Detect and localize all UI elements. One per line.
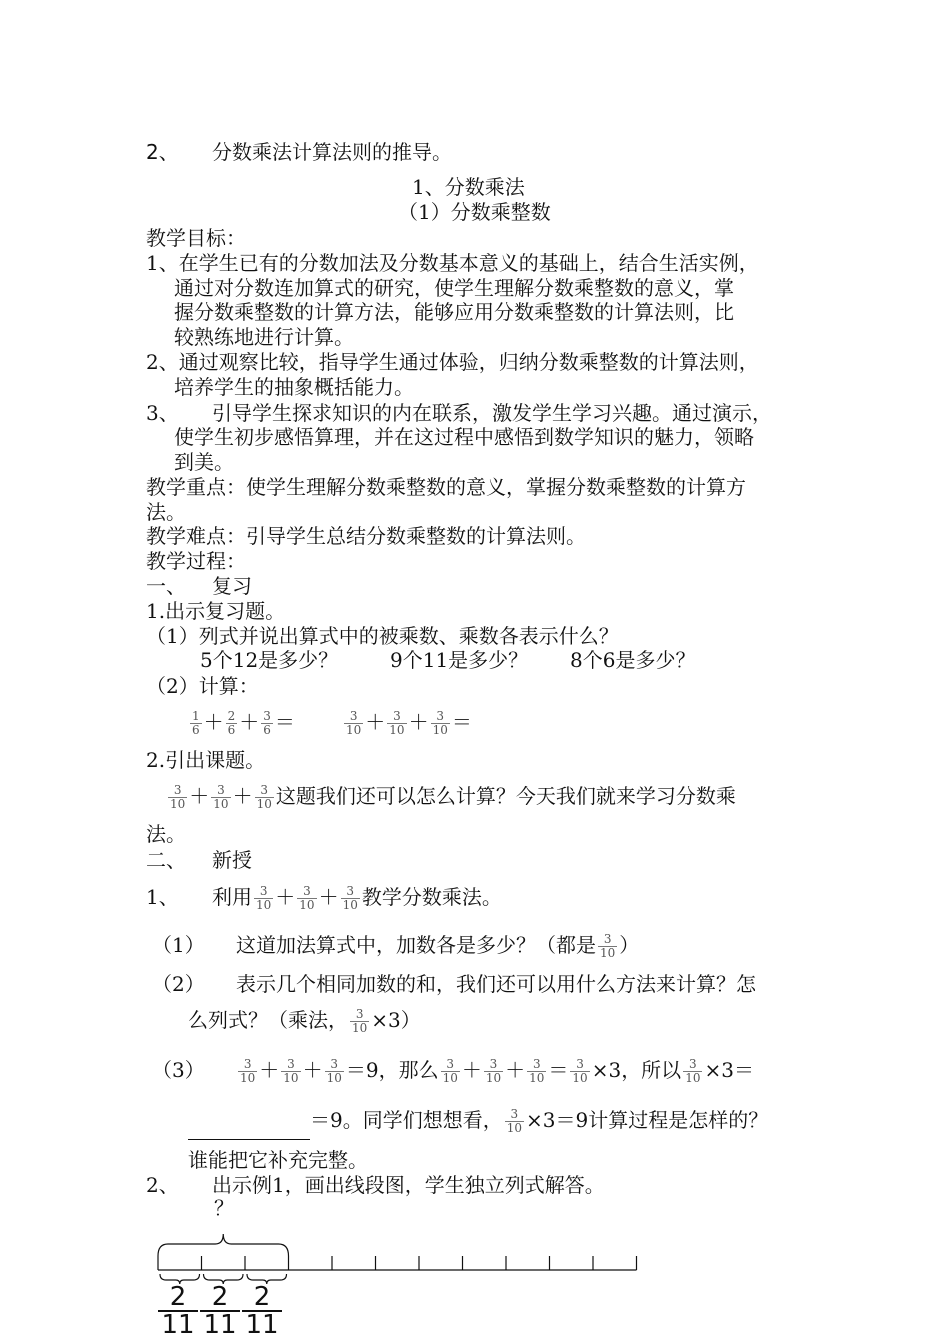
review-q1-item-c: 8个6是多少？: [570, 648, 696, 672]
goals-label: 教学目标：: [146, 226, 246, 250]
fill-in-blank[interactable]: [188, 1119, 310, 1140]
goal-1-line-4: 较熟练地进行计算。: [174, 325, 354, 349]
part-3-number: （3）: [152, 1058, 205, 1082]
goal-3-line-2: 使学生初步感悟算理，并在这过程中感悟到数学知识的魅力，领略: [174, 425, 754, 449]
intro-line: $\frac{3}{10}$ ＋ $\frac{3}{10}$ ＋ $\frac{3}{10}$ 这题我们还可以怎么计算？今天我们就来学习分数乘: [170, 783, 736, 811]
diagram-question-mark: ？: [214, 1196, 234, 1220]
segment-fraction-3: 2 11: [242, 1284, 282, 1338]
fraction: $\frac{3}{10}$: [256, 884, 272, 912]
fraction: $\frac{3}{10}$: [529, 1057, 545, 1085]
fraction: $\frac{3}{10}$: [600, 932, 616, 960]
fraction: $\frac{3}{10}$: [213, 783, 229, 811]
part-3-line-2: ＝9。同学们想想看， $\frac{3}{10}$ ×3＝9计算过程是怎样的？: [188, 1100, 768, 1140]
step-2: 出示例1，画出线段图，学生独立列式解答。: [212, 1173, 605, 1197]
unit-title: 1、分数乘法: [412, 175, 525, 199]
difficulty: 教学难点：引导学生总结分数乘整数的计算法则。: [146, 524, 586, 548]
new-number: 二、: [146, 848, 186, 872]
fraction: $\frac{3}{10}$: [346, 709, 362, 737]
intro-tail: 法。: [146, 822, 186, 846]
top-brace: [158, 1234, 289, 1256]
part-1: 这道加法算式中，加数各是多少？（都是 $\frac{3}{10}$ ）: [236, 932, 640, 960]
fraction: $\frac{3}{10}$: [170, 783, 186, 811]
fraction: $\frac{3}{10}$: [326, 1057, 342, 1085]
part-2-number: （2）: [152, 972, 205, 996]
key-point-line-1: 教学重点：使学生理解分数乘整数的意义，掌握分数乘整数的计算方: [146, 475, 746, 499]
fraction: $\frac{3}{10}$: [506, 1107, 523, 1135]
fraction: $\frac{3}{10}$: [256, 783, 272, 811]
fraction: $\frac{3}{10}$: [685, 1057, 701, 1085]
fraction: $\frac{3}{10}$: [389, 709, 405, 737]
fraction: $\frac{3}{10}$: [299, 884, 315, 912]
part-2-line-1: 表示几个相同加数的和，我们还可以用什么方法来计算？怎: [236, 972, 756, 996]
fraction: $\frac{3}{10}$: [432, 709, 448, 737]
review-question-1: （1）列式并说出算式中的被乘数、乘数各表示什么？: [146, 624, 619, 648]
goal-3-number: 3、: [146, 401, 179, 425]
fraction: $\frac{3}{6}$: [263, 709, 271, 737]
review-q1-item-b: 9个11是多少？: [390, 648, 529, 672]
fraction: $\frac{2}{6}$: [227, 709, 236, 737]
step-1-number: 1、: [146, 885, 179, 909]
part-1-number: （1）: [152, 933, 205, 957]
review-item-2: 2.引出课题。: [146, 748, 266, 772]
review-title: 复习: [212, 574, 252, 598]
fraction: $\frac{3}{10}$: [240, 1057, 256, 1085]
part-3-line-1: $\frac{3}{10}$ ＋ $\frac{3}{10}$ ＋ $\frac{3}{10}$ ＝9，那么 $\frac{3}{10}$ ＋ $\frac{3}{10}$ ＋ $\frac{3}{10}$ ＝ $\frac{3}{10}$ ×3，所以 $\frac{3}{10}$ ×3＝: [240, 1057, 754, 1085]
review-item-1: 1.出示复习题。: [146, 599, 286, 623]
goal-1-line-3: 握分数乘整数的计算方法，能够应用分数乘整数的计算法则，比: [174, 300, 734, 324]
fraction: $\frac{3}{10}$: [352, 1007, 368, 1035]
review-q1-item-a: 5个12是多少？: [200, 648, 339, 672]
goal-3-line-3: 到美。: [174, 450, 234, 474]
review-number: 一、: [146, 574, 186, 598]
fraction: $\frac{3}{10}$: [442, 1057, 458, 1085]
goal-3-line-1: 引导学生探求知识的内在联系，激发学生学习兴趣。通过演示，: [212, 401, 772, 425]
lesson-title: （1）分数乘整数: [398, 200, 551, 224]
process-label: 教学过程：: [146, 549, 246, 573]
fraction: $\frac{3}{10}$: [283, 1057, 299, 1085]
new-title: 新授: [212, 848, 252, 872]
section-title: 分数乘法计算法则的推导。: [212, 140, 452, 164]
line-segment-diagram: [150, 1222, 650, 1284]
part-3-line-3: 谁能把它补充完整。: [188, 1148, 368, 1172]
goal-1-line-1: 1、在学生已有的分数加法及分数基本意义的基础上，结合生活实例，: [146, 251, 759, 275]
fraction: $\frac{3}{10}$: [342, 884, 358, 912]
goal-2-line-1: 2、通过观察比较，指导学生通过体验，归纳分数乘整数的计算法则，: [146, 350, 759, 374]
segment-fraction-1: 2 11: [158, 1284, 198, 1338]
fraction: $\frac{1}{6}$: [192, 709, 200, 737]
step-2-number: 2、: [146, 1173, 179, 1197]
key-point-line-2: 法。: [146, 500, 186, 524]
goal-2-line-2: 培养学生的抽象概括能力。: [174, 375, 414, 399]
fraction: $\frac{3}{10}$: [572, 1057, 588, 1085]
calc-expression-b: $\frac{3}{10}$ ＋ $\frac{3}{10}$ ＋ $\frac{3}{10}$ ＝: [346, 709, 472, 737]
fraction: $\frac{3}{10}$: [485, 1057, 502, 1085]
section-number: 2、: [146, 140, 179, 164]
calc-expression-a: $\frac{1}{6}$ ＋ $\frac{2}{6}$ ＋ $\frac{3}{6}$ ＝: [192, 709, 295, 737]
segment-fraction-2: 2 11: [200, 1284, 240, 1338]
part-2-line-2: 么列式？（乘法， $\frac{3}{10}$ ×3）: [188, 1007, 421, 1035]
goal-1-line-2: 通过对分数连加算式的研究，使学生理解分数乘整数的意义，掌: [174, 276, 734, 300]
review-question-2: （2）计算：: [146, 674, 259, 698]
step-1: 利用 $\frac{3}{10}$ ＋ $\frac{3}{10}$ ＋ $\frac{3}{10}$ 教学分数乘法。: [212, 884, 502, 912]
